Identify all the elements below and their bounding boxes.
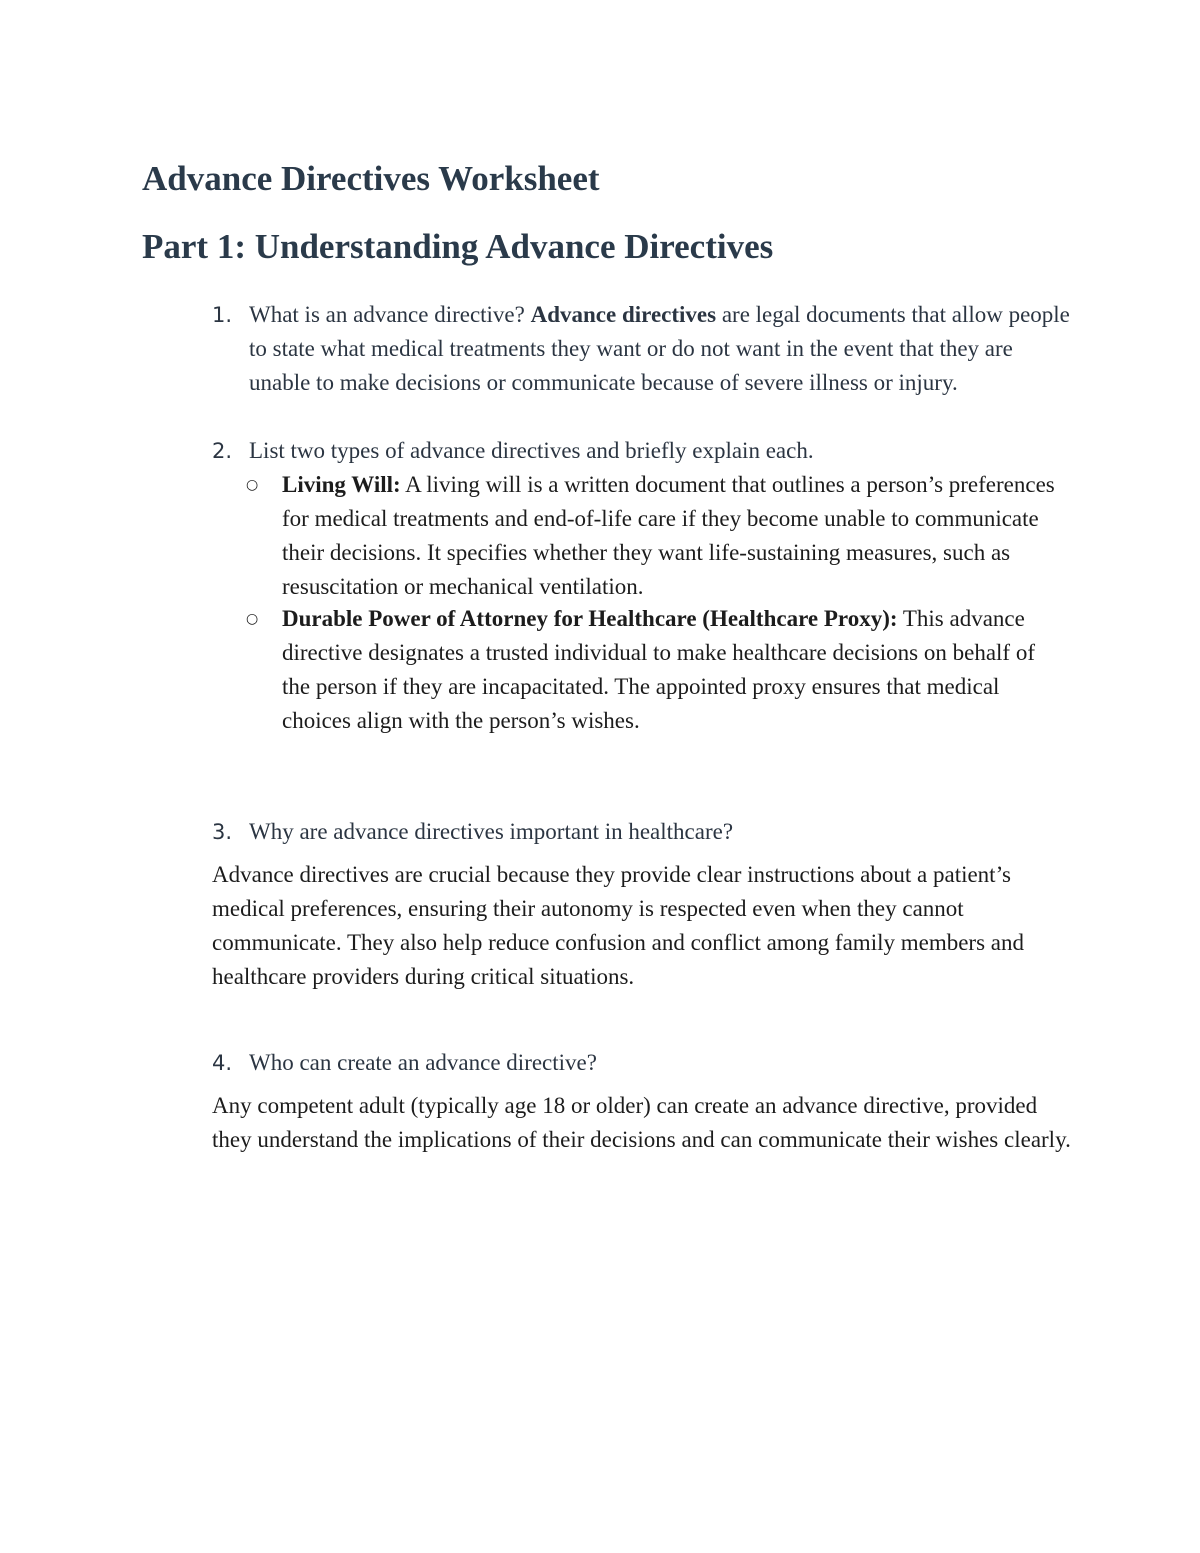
question-1-number: 1. <box>212 303 233 327</box>
part-heading: Part 1: Understanding Advance Directives <box>142 227 774 266</box>
question-3 <box>212 815 1072 849</box>
question-1-body <box>249 298 1072 400</box>
document-title: Advance Directives Worksheet <box>142 159 600 198</box>
question-3-answer: Advance directives are crucial because they provide clear instructions about a patient’s medical preferences, ensuring their autonomy is respected even when they cannot communicate. They also help reduce confusion and conflict among family members and healthcare providers during critical situations. <box>212 862 1024 989</box>
hollow-circle-bullet-icon: ○ <box>246 611 259 627</box>
question-4-number: 4. <box>212 1051 233 1075</box>
question-4-text: Who can create an advance directive? <box>249 1050 597 1075</box>
question-2 <box>212 434 1072 468</box>
directive-type-term: Durable Power of Attorney for Healthcare (Healthcare Proxy): <box>282 606 898 631</box>
question-3-number: 3. <box>212 820 233 844</box>
directive-type-description: A living will is a written document that outlines a person’s preferences for medical treatments and end-of-life care if they become unable to communicate their decisions. It specifies whether they want life-sustaining measures, such as resuscitation or mechanical ventilation. <box>282 472 1055 599</box>
question-1-answer-term: Advance directives <box>530 302 717 327</box>
directive-type-description: This advance directive designates a trusted individual to make healthcare decisions on behalf of the person if they are incapacitated. The appointed proxy ensures that medical choices align with the person’s wishes. <box>282 606 1035 733</box>
question-1 <box>212 298 1072 400</box>
question-3-text: Why are advance directives important in healthcare? <box>249 819 734 844</box>
question-1-text: What is an advance directive? <box>249 302 525 327</box>
question-2-number: 2. <box>212 439 233 463</box>
directive-type-healthcare-proxy <box>246 602 1066 738</box>
hollow-circle-bullet-icon: ○ <box>246 477 259 493</box>
question-4 <box>212 1046 1072 1080</box>
directive-type-term: Living Will: <box>282 472 401 497</box>
question-4-answer: Any competent adult (typically age 18 or older) can create an advance directive, provided they understand the implications of their decisions and can communicate their wishes clearly. <box>212 1093 1071 1152</box>
directive-type-body <box>282 602 1066 738</box>
question-1-answer: are legal documents that allow people to state what medical treatments they want or do not want in the event that they are unable to make decisions or communicate because of severe illness or injury. <box>249 302 1070 395</box>
directive-type-body <box>282 468 1066 604</box>
question-2-text: List two types of advance directives and briefly explain each. <box>249 438 814 463</box>
directive-type-living-will <box>246 468 1066 604</box>
